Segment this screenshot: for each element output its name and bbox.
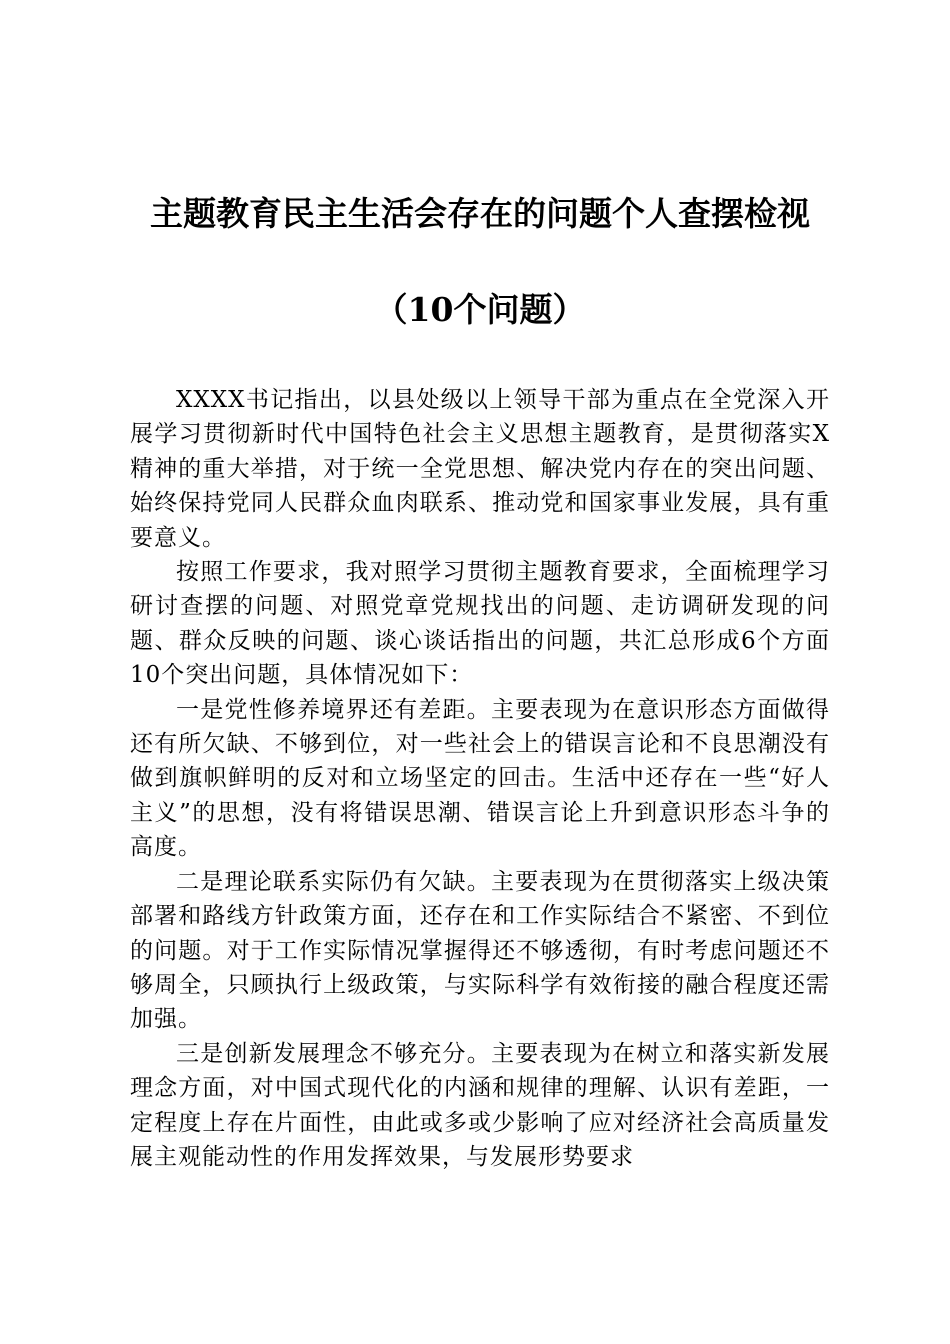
- paragraph-intro: XXXX书记指出，以县处级以上领导干部为重点在全党深入开展学习贯彻新时代中国特色社会主义思想主题教育，是贯彻落实X精神的重大举措，对于统一全党思想、解决党内存在的突出问题、始终保持党同人民群众血肉联系、推动党和国家事业发展，具有重要意义。: [130, 387, 830, 551]
- document-title-line2: （10个问题）: [374, 290, 586, 329]
- document-title-line1: 主题教育民主生活会存在的问题个人查摆检视: [150, 194, 810, 233]
- paragraph-issue-2: 二是理论联系实际仍有欠缺。主要表现为在贯彻落实上级决策部署和路线方针政策方面，还存在和工作实际结合不紧密、不到位的问题。对于工作实际情况掌握得还不够透彻，有时考虑问题还不够周全，只顾执行上级政策，与实际科学有效衔接的融合程度还需加强。: [130, 868, 830, 1033]
- paragraph-issue-1: 一是党性修养境界还有差距。主要表现为在意识形态方面做得还有所欠缺、不够到位，对一些社会上的错误言论和不良思潮没有做到旗帜鲜明的反对和立场坚定的回击。生活中还存在一些“好人主义”的思想，没有将错误思潮、错误言论上升到意识形态斗争的高度。: [130, 696, 830, 861]
- paragraph-summary: 按照工作要求，我对照学习贯彻主题教育要求，全面梳理学习研讨查摆的问题、对照党章党规找出的问题、走访调研发现的问题、群众反映的问题、谈心谈话指出的问题，共汇总形成6个方面10个突出问题，具体情况如下：: [130, 559, 830, 689]
- paragraph-issue-3: 三是创新发展理念不够充分。主要表现为在树立和落实新发展理念方面，对中国式现代化的内涵和规律的理解、认识有差距，一定程度上存在片面性，由此或多或少影响了应对经济社会高质量发展主观能动性的作用发挥效果，与发展形势要求: [130, 1040, 830, 1170]
- document-body: [130, 383, 830, 1174]
